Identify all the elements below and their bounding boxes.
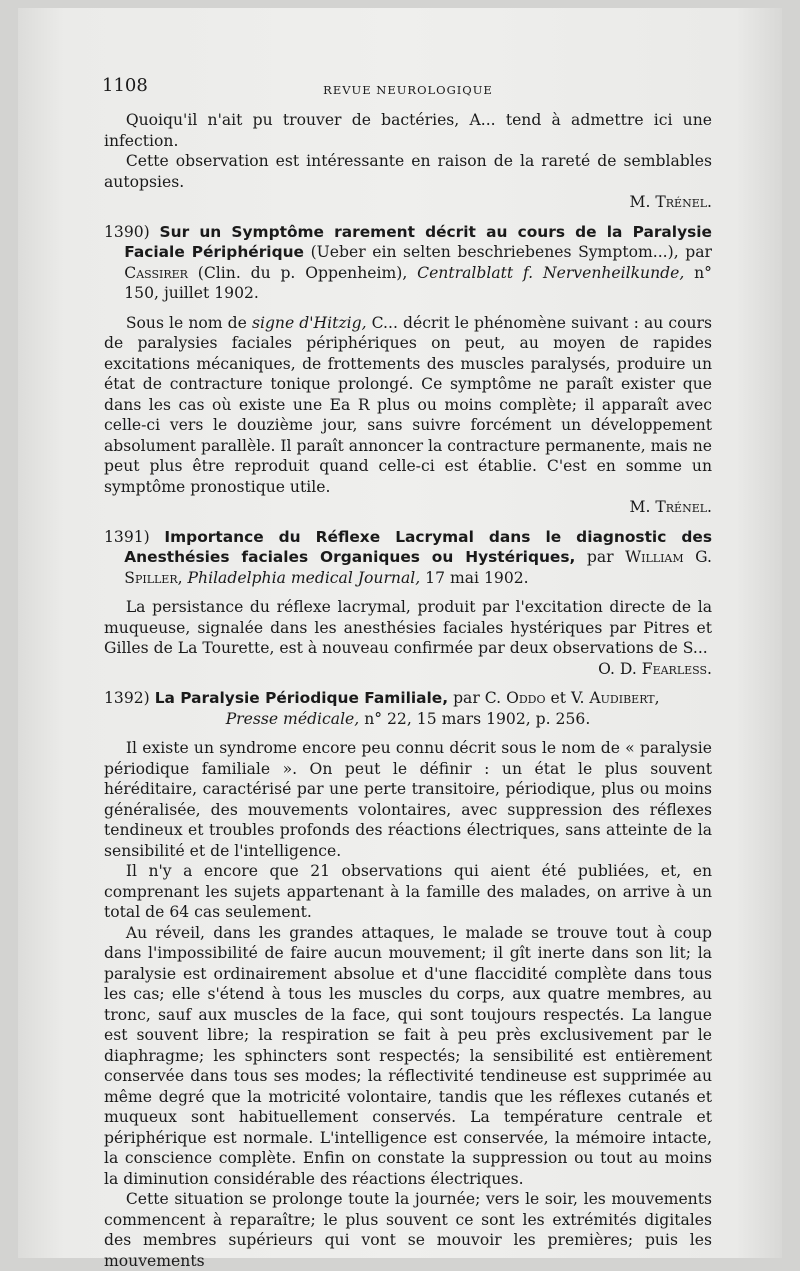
entry-journal: Centralblatt f. Nervenheilkunde, bbox=[417, 263, 685, 282]
page-content bbox=[104, 76, 712, 1271]
entry-journal: Philadelphia medical Journal, bbox=[187, 568, 421, 587]
body-text: C... décrit le phénomène suivant : au cours de paralysies faciales périphériques on peut, au moyen de rapides excitations mécaniques, de frottements des muscles paralysés, produire un état de contracture tonique prolongé. Ce symptôme ne paraît exister que dans les cas où existe une Ea R plus ou moins complète; il apparaît avec celle-ci vers le douzième jour, sans suivre forcément un développement absolument parallèle. Il paraît annoncer la contracture permanente, mais ne peut plus être reproduit quand celle-ci est établie. C'est en somme un symptôme pronostique utile. bbox=[104, 313, 713, 496]
entry-1392-heading bbox=[104, 688, 712, 729]
entry-number: 1390) bbox=[104, 222, 150, 241]
entry-citation-line bbox=[124, 709, 712, 730]
page bbox=[18, 8, 782, 1270]
entry-author: V. Audibert, bbox=[570, 689, 660, 707]
entry-author: William G. Spiller, bbox=[124, 548, 712, 587]
entry-citation: et bbox=[550, 689, 566, 707]
entry-author: C. Oddo bbox=[484, 689, 546, 707]
page-header bbox=[104, 76, 712, 98]
entry-1392-paragraph: Cette situation se prolonge toute la journée; vers le soir, les mouvements commencent à reparaître; le plus souvent ce sont les extrémités digitales des membres supérieurs qui vont se mouvoir les premières; puis les mouvements bbox=[104, 1190, 712, 1270]
entry-1390-heading bbox=[104, 222, 712, 304]
page-number: 1108 bbox=[102, 75, 148, 96]
entry-1392-paragraph: Au réveil, dans les grandes attaques, le malade se trouve tout à coup dans l'impossibilité de faire aucun mouvement; il gît inerte dans son lit; la paralysie est ordinairement absolue et d'une flaccidité complète dans tous les cas; elle s'étend à tous les muscles du corps, aux quatre membres, au tronc, sauf aux muscles de la face, qui sont toujours respectés. La langue est souvent libre; la respiration se fait à peu près exclusivement par le diaphragme; les sphincters sont respectés; la sensibilité est entièrement conservée dans tous ses modes; la réflectivité tendineuse est supprimée au même degré que la motricité volontaire, tandis que les réflexes cutanés et muqueux sont habituellement conservés. La température centrale et périphérique est normale. L'intelligence est conservée, la mémoire intacte, la conscience complète. Enfin on constate la suppression ou tout au moins la diminution considérable des réactions électriques. bbox=[104, 923, 712, 1188]
body-text: Sous le nom de bbox=[125, 313, 252, 332]
entry-title: La Paralysie Périodique Familiale, bbox=[154, 689, 449, 707]
body-italic-term: signe d'Hitzig, bbox=[251, 313, 367, 332]
entry-1390-body bbox=[104, 313, 712, 498]
entry-1392-paragraph: Il n'y a encore que 21 observations qui aient été publiées, et, en comprenant les sujets appartenant à la famille des malades, on arrive à un total de 64 cas seulement. bbox=[104, 862, 712, 921]
entry-number: 1392) bbox=[104, 689, 150, 707]
entry-number: 1391) bbox=[104, 527, 150, 546]
entry-title: Importance du Réflexe Lacrymal dans le diagnostic des Anesthésies faciales Organiques ou Hystériques, bbox=[124, 527, 712, 566]
entry-citation: (Clin. du p. Oppenheim), bbox=[197, 263, 408, 282]
entry-citation: n° 150, juillet 1902. bbox=[124, 263, 712, 302]
running-title: REVUE NEUROLOGIQUE bbox=[323, 83, 493, 97]
intro-paragraph-2: Cette observation est intéressante en raison de la rareté de semblables autopsies. bbox=[104, 152, 712, 191]
entry-citation: par bbox=[453, 689, 480, 707]
entry-citation: n° 22, 15 mars 1902, p. 256. bbox=[364, 709, 591, 728]
entry-author: Cassirer bbox=[124, 263, 188, 282]
entry-title: Sur un Symptôme rarement décrit au cours de la Paralysie Faciale Périphérique bbox=[124, 222, 712, 261]
entry-citation: par bbox=[586, 548, 614, 566]
entry-1391-body: La persistance du réflexe lacrymal, produit par l'excitation directe de la muqueuse, signalée dans les anesthésies faciales hystériques par Pitres et Gilles de La Tourette, est à nouveau confirmée par deux observations de S... bbox=[104, 598, 712, 657]
intro-signature: M. Trénel. bbox=[629, 193, 712, 211]
entry-1390-signature: M. Trénel. bbox=[629, 498, 712, 516]
entry-citation: 17 mai 1902. bbox=[425, 568, 529, 587]
entry-1391-heading bbox=[104, 527, 712, 589]
entry-citation: (Ueber ein selten beschriebenes Symptom...), par bbox=[310, 243, 712, 261]
intro-paragraph-1: Quoiqu'il n'ait pu trouver de bactéries, A... tend à admettre ici une infection. bbox=[104, 111, 712, 150]
entry-journal: Presse médicale, bbox=[225, 709, 360, 728]
entry-1392-paragraph: Il existe un syndrome encore peu connu décrit sous le nom de « paralysie périodique familiale ». On peut le définir : un état le plus souvent héréditaire, caractérisé par une perte transitoire, périodique, plus ou moins généralisée, des mouvements volontaires, avec suppression des réflexes tendineux et troubles profonds des réactions électriques, sans atteinte de la sensibilité et de l'intelligence. bbox=[104, 739, 712, 860]
entry-1391-signature: O. D. Fearless. bbox=[598, 659, 712, 678]
